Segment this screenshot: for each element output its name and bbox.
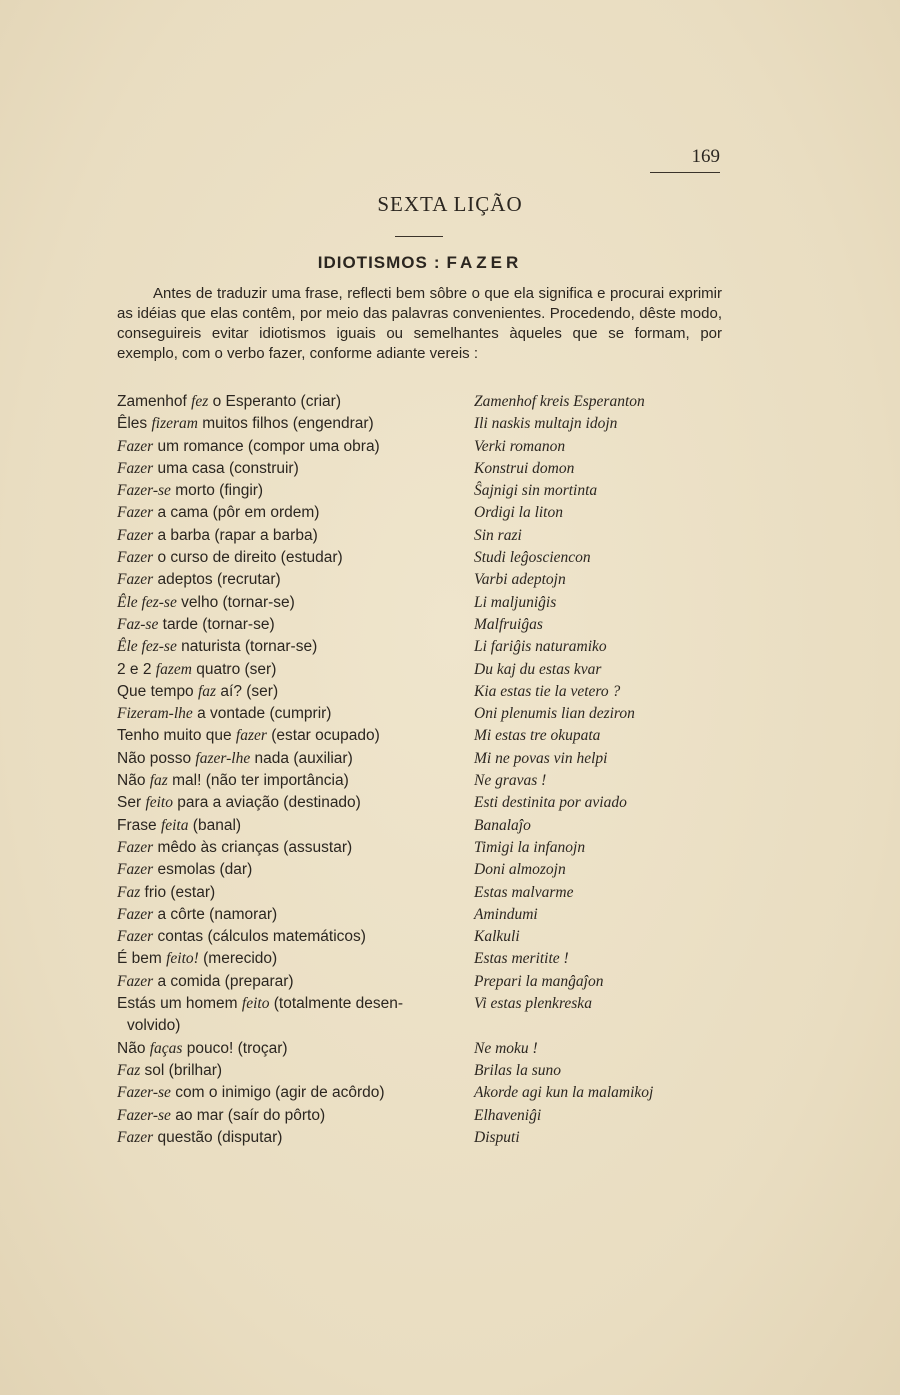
idiom-portuguese <box>117 993 457 1038</box>
idiom-text: É bem <box>117 950 167 968</box>
idiom-meaning: esmolas (dar) <box>153 861 253 879</box>
idiom-meaning: (merecido) <box>198 950 278 968</box>
idiom-meaning: a vontade (cumprir) <box>192 705 332 723</box>
idiom-meaning: aí? (ser) <box>216 682 279 700</box>
idiom-verb: faz <box>149 772 168 790</box>
idiom-meaning: (banal) <box>188 816 242 834</box>
idiom-portuguese <box>117 815 457 837</box>
idiom-meaning: velho (tornar-se) <box>176 593 295 611</box>
idiom-verb: feito <box>241 995 270 1013</box>
idiom-verb: fazem <box>155 660 192 678</box>
idiom-text: Frase <box>117 816 161 834</box>
idiom-esperanto: Ŝajnigi sin mortinta <box>474 482 598 500</box>
section-word: FAZER <box>446 253 523 272</box>
idiom-verb: Fazer-se <box>117 1084 171 1102</box>
idiom-portuguese <box>117 413 457 435</box>
idiom-verb: Fazer <box>117 861 154 879</box>
idiom-meaning: naturista (tornar-se) <box>176 638 318 656</box>
idiom-portuguese <box>117 659 457 681</box>
idiom-meaning: frio (estar) <box>140 883 216 901</box>
idiom-meaning: morto (fingir) <box>170 482 264 500</box>
idiom-portuguese <box>117 502 457 524</box>
lesson-title-rule <box>395 236 443 237</box>
idiom-meaning: nada (auxiliar) <box>250 749 353 767</box>
idiom-esperanto: Du kaj du estas kvar <box>474 660 602 678</box>
idiom-esperanto: Li maljuniĝis <box>474 593 557 611</box>
idiom-verb: Êle fez-se <box>117 638 177 656</box>
idiom-meaning: a barba (rapar a barba) <box>153 526 318 544</box>
idiom-esperanto: Elhaveniĝi <box>474 1106 542 1124</box>
idiom-verb: Êle fez-se <box>117 593 177 611</box>
idiom-text: 2 e 2 <box>117 660 156 678</box>
idiom-meaning: mal! (não ter importância) <box>167 772 349 790</box>
idiom-verb: fizeram <box>151 415 198 433</box>
idiom-meaning: quatro (ser) <box>191 660 277 678</box>
idiom-verb: faz <box>198 682 217 700</box>
idiom-esperanto: Varbi adeptojn <box>474 571 566 589</box>
idiom-meaning: o Esperanto (criar) <box>208 393 341 410</box>
idiom-portuguese <box>117 703 457 725</box>
idiom-verb: fazer-lhe <box>195 749 251 767</box>
intro-paragraph: Antes de traduzir uma frase, reflecti bem sôbre o que ela significa e procurai exprimir as idéias que elas contêm, por meio das palavras convenientes. Procedendo, dêste modo, conseguireis evitar idiotismos iguais ou semelhantes àqueles que se formam, por exemplo, com o verbo fazer, conforme adiante vereis : <box>117 285 722 362</box>
idiom-portuguese <box>117 792 457 814</box>
section-title <box>0 253 840 273</box>
page-number: 169 <box>691 146 720 167</box>
idiom-text: Não <box>117 772 150 790</box>
idiom-esperanto: Esti destinita por aviado <box>474 794 627 812</box>
idiom-esperanto: Timigi la infanojn <box>474 838 586 856</box>
idiom-verb: Fazer <box>117 459 154 477</box>
idiom-verb: Fazer <box>117 928 154 946</box>
idiom-portuguese <box>117 725 457 747</box>
idiom-verb: Fazer <box>117 1128 154 1146</box>
idiom-portuguese <box>117 1038 457 1060</box>
idiom-portuguese <box>117 1105 457 1127</box>
idiom-esperanto: Ne moku ! <box>474 1039 538 1057</box>
idiom-esperanto: Oni plenumis lian deziron <box>474 705 635 723</box>
idiom-portuguese <box>117 904 457 926</box>
idiom-esperanto: Zamenhof kreis Esperanton <box>474 393 645 410</box>
idiom-meaning: adeptos (recrutar) <box>153 571 281 589</box>
idiom-esperanto: Kalkuli <box>474 928 520 946</box>
idiom-meaning: (estar ocupado) <box>266 727 380 745</box>
idiom-portuguese <box>117 525 457 547</box>
idiom-text: Não <box>117 1039 150 1057</box>
idiom-meaning: a comida (preparar) <box>153 972 294 990</box>
idiom-esperanto: Studi leĝosciencon <box>474 549 591 567</box>
idiom-continuation: volvido) <box>127 1017 181 1035</box>
idiom-verb: Fazer <box>117 905 154 923</box>
idiom-meaning: com o inimigo (agir de acôrdo) <box>170 1084 385 1102</box>
idiom-text: Estás um homem <box>117 995 242 1013</box>
idiom-meaning: um romance (compor uma obra) <box>153 437 380 455</box>
lesson-title: SEXTA LIÇÃO <box>377 192 523 216</box>
idiom-portuguese <box>117 926 457 948</box>
idiom-esperanto: Ne gravas ! <box>474 772 547 790</box>
idiom-text: Tenho muito que <box>117 727 236 745</box>
idiom-meaning: mêdo às crianças (assustar) <box>153 838 353 856</box>
idiom-meaning: muitos filhos (engendrar) <box>197 415 374 433</box>
idiom-esperanto: Amindumi <box>474 905 538 923</box>
idiom-verb: Fazer <box>117 526 154 544</box>
idiom-verb: Fazer <box>117 549 154 567</box>
idiom-portuguese <box>117 748 457 770</box>
idiom-portuguese <box>117 592 457 614</box>
idiom-meaning: questão (disputar) <box>153 1128 283 1146</box>
idiom-verb: Faz <box>117 1061 141 1079</box>
section-label: IDIOTISMOS <box>317 253 428 272</box>
page-number-rule <box>650 172 720 173</box>
idiom-text: Zamenhof <box>117 393 192 410</box>
idiom-portuguese <box>117 458 457 480</box>
idiom-verb: feito! <box>166 950 199 968</box>
idiom-verb: Fazer-se <box>117 482 171 500</box>
idiom-portuguese <box>117 569 457 591</box>
idiom-portuguese <box>117 971 457 993</box>
idiom-portuguese <box>117 1127 457 1149</box>
idiom-verb: Faz-se <box>117 615 159 633</box>
idiom-text: Ser <box>117 794 146 812</box>
idiom-portuguese <box>117 547 457 569</box>
idiom-esperanto: Akorde agi kun la malamikoj <box>474 1084 654 1102</box>
idiom-meaning: uma casa (construir) <box>153 459 299 477</box>
idiom-text: Êles <box>117 415 152 433</box>
idiom-esperanto: Verki romanon <box>474 437 566 455</box>
idiom-verb: fazer <box>235 727 267 745</box>
idiom-portuguese <box>117 859 457 881</box>
idiom-portuguese <box>117 614 457 636</box>
idiom-verb: Fazer <box>117 437 154 455</box>
idiom-verb: Fazer <box>117 838 154 856</box>
idiom-verb: faças <box>149 1039 183 1057</box>
idiom-esperanto: Ili naskis multajn idojn <box>474 415 618 433</box>
idiom-meaning: a côrte (namorar) <box>153 905 278 923</box>
esperanto-column <box>474 391 754 1149</box>
idiom-portuguese <box>117 681 457 703</box>
idiom-portuguese <box>117 636 457 658</box>
idiom-portuguese <box>117 436 457 458</box>
idiom-esperanto: Sin razi <box>474 526 522 544</box>
idiom-esperanto: Estas malvarme <box>474 883 574 901</box>
idiom-portuguese <box>117 770 457 792</box>
idiom-text: Não posso <box>117 749 196 767</box>
idiom-verb: Fizeram-lhe <box>117 705 193 723</box>
idiom-esperanto: Mi estas tre okupata <box>474 727 601 745</box>
idiom-verb: Faz <box>117 883 141 901</box>
idiom-verb: Fazer <box>117 504 154 522</box>
idiom-verb: fez <box>191 393 209 410</box>
idiom-verb: Fazer <box>117 571 154 589</box>
idiom-portuguese <box>117 948 457 970</box>
idiom-meaning: a cama (pôr em ordem) <box>153 504 320 522</box>
portuguese-column <box>117 391 457 1149</box>
idiom-meaning: contas (cálculos matemáticos) <box>153 928 366 946</box>
idiom-meaning: ao mar (saír do pôrto) <box>170 1106 326 1124</box>
idiom-verb: feito <box>145 794 173 812</box>
idiom-esperanto: Banalaĵo <box>474 816 531 834</box>
idiom-meaning: tarde (tornar-se) <box>158 615 275 633</box>
idiom-portuguese <box>117 837 457 859</box>
idiom-esperanto: Vi estas plenkreska <box>474 995 592 1013</box>
idiom-meaning: (totalmente desen- <box>269 995 404 1013</box>
idiom-esperanto: Li fariĝis naturamiko <box>474 638 607 656</box>
idiom-portuguese <box>117 391 457 413</box>
idiom-esperanto: Konstrui domon <box>474 459 575 477</box>
idiom-esperanto: Estas meritite ! <box>474 950 569 968</box>
idiom-portuguese <box>117 882 457 904</box>
idiom-portuguese <box>117 480 457 502</box>
row-spacer <box>474 1015 754 1037</box>
idiom-esperanto: Ordigi la liton <box>474 504 563 522</box>
idiom-verb: Fazer-se <box>117 1106 171 1124</box>
idiom-meaning: para a aviação (destinado) <box>173 794 361 812</box>
idiom-portuguese <box>117 1082 457 1104</box>
idiom-meaning: o curso de direito (estudar) <box>153 549 343 567</box>
idiom-meaning: sol (brilhar) <box>140 1061 223 1079</box>
idiom-esperanto: Disputi <box>474 1128 520 1146</box>
idiom-esperanto: Kia estas tie la vetero ? <box>474 682 621 700</box>
idiom-portuguese <box>117 1060 457 1082</box>
idiom-esperanto: Prepari la manĝaĵon <box>474 972 604 990</box>
idiom-verb: feita <box>160 816 189 834</box>
idiom-meaning: pouco! (troçar) <box>182 1039 288 1057</box>
idiom-verb: Fazer <box>117 972 154 990</box>
idiom-esperanto: Mi ne povas vin helpi <box>474 749 608 767</box>
idiom-esperanto: Brilas la suno <box>474 1061 561 1079</box>
idiom-esperanto: Malfruiĝas <box>474 615 543 633</box>
section-separator: : <box>433 253 441 272</box>
idiom-esperanto: Doni almozojn <box>474 861 566 879</box>
idiom-text: Que tempo <box>117 682 198 700</box>
